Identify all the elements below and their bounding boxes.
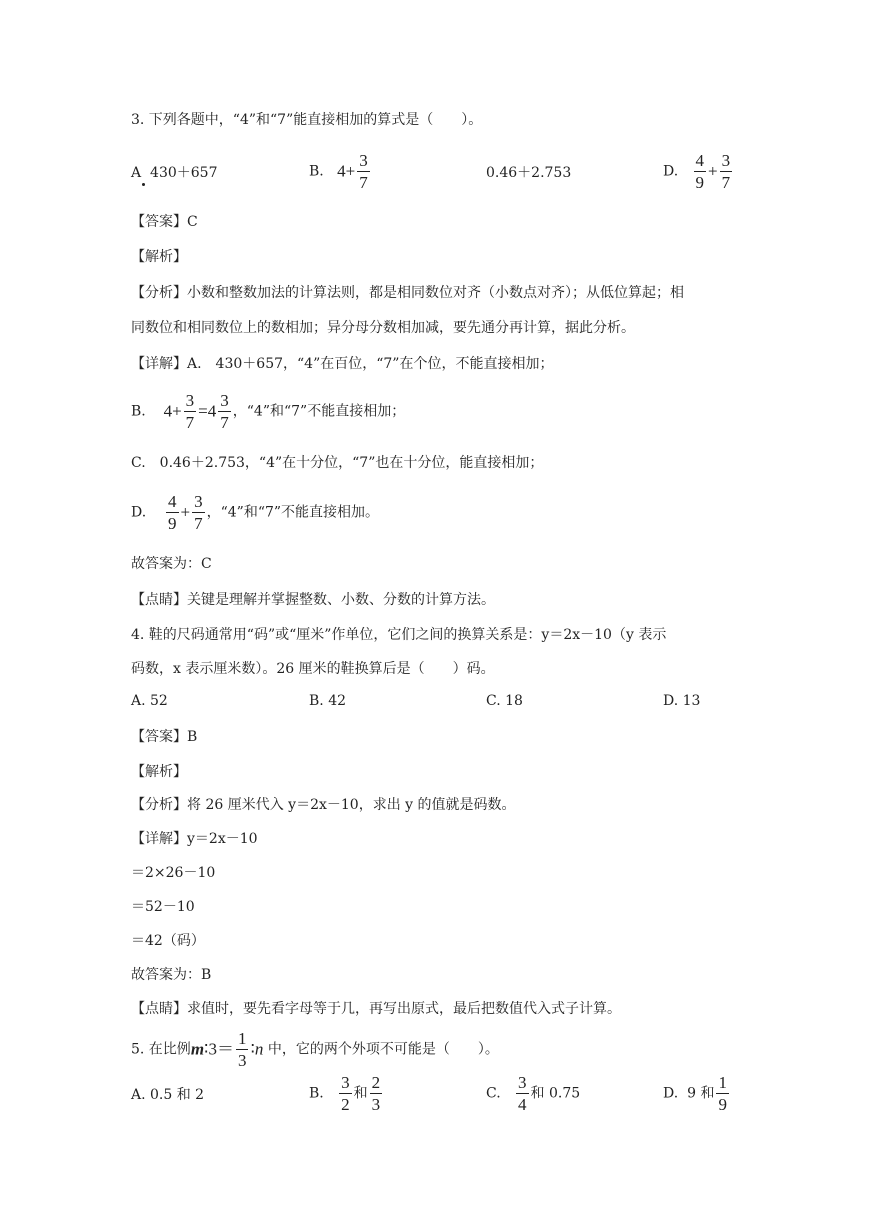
q4-step3: ＝42（码） xyxy=(131,933,205,949)
fraction: $\frac{1}{9}$ xyxy=(718,1073,727,1114)
fraction: $\frac{3}{7}$ xyxy=(721,151,731,192)
q3-option-a: A 430＋657 xyxy=(131,165,218,181)
q3-stem: 3. 下列各题中，“4”和“7”能直接相加的算式是（ ）。 xyxy=(131,112,483,128)
q4-answer: 【答案】B xyxy=(131,729,198,745)
q3-detail-d: D. $\frac{4}{9}$ + $\frac{3}{7}$ ，“4”和“7”不能直接相加。 xyxy=(131,492,380,533)
q4-option-c: C. 18 xyxy=(486,693,523,709)
q4-step1: ＝2×26－10 xyxy=(131,865,216,881)
q5-option-d: D. 9 和 $\frac{1}{9}$ xyxy=(663,1073,727,1114)
q3-option-d: D. $\frac{4}{9}$ + $\frac{3}{7}$ xyxy=(663,151,731,192)
q4-detail: 【详解】y＝2x－10 xyxy=(131,831,258,847)
q3-final: 故答案为：C xyxy=(131,556,212,572)
fraction: $\frac{1}{3}$ xyxy=(237,1029,247,1070)
q3-analysis-title: 【解析】 xyxy=(131,249,187,265)
fraction: $\frac{3}{7}$ xyxy=(185,391,195,432)
q4-stem-line2: 码数，x 表示厘米数）。26 厘米的鞋换算后是（ ）码。 xyxy=(131,661,495,677)
q3-answer: 【答案】C xyxy=(131,214,198,230)
fraction: $\frac{2}{3}$ xyxy=(371,1073,381,1114)
q4-comment: 【点睛】求值时，要先看字母等于几，再写出原式，最后把数值代入式子计算。 xyxy=(131,1001,621,1017)
q5-option-c: C. $\frac{3}{4}$ 和 0.75 xyxy=(486,1073,581,1114)
q4-final: 故答案为：B xyxy=(131,967,212,983)
fraction: $\frac{3}{4}$ xyxy=(518,1073,527,1114)
q5-stem: 5. 在比例m∶3＝ $\frac{1}{3}$ ∶n 中，它的两个外项不可能是（ ）。 xyxy=(131,1029,499,1070)
fraction: $\frac{3}{7}$ xyxy=(359,151,368,192)
fraction: $\frac{3}{7}$ xyxy=(194,492,203,533)
q4-step2: ＝52－10 xyxy=(131,899,195,915)
q5-option-a: A. 0.5 和 2 xyxy=(131,1087,205,1103)
q5-option-b: B. $\frac{3}{2}$ 和 $\frac{2}{3}$ xyxy=(309,1073,381,1114)
q4-analysis-title: 【解析】 xyxy=(131,764,187,780)
q3-comment: 【点睛】关键是理解并掌握整数、小数、分数的计算方法。 xyxy=(131,592,495,608)
q3-analysis-line2: 同数位和相同数位上的数相加；异分母分数相加减，要先通分再计算，据此分析。 xyxy=(131,320,635,336)
q3-detail-b: B. 4+ $\frac{3}{7}$ =4 $\frac{3}{7}$ ，“4”和“7”不能直接相加； xyxy=(131,391,406,432)
q3-option-c: 0.46＋2.753 xyxy=(486,165,572,181)
q3-detail-c: C. 0.46＋2.753，“4”在十分位，“7”也在十分位，能直接相加； xyxy=(131,455,544,471)
q4-option-b: B. 42 xyxy=(309,693,347,709)
q4-option-a: A. 52 xyxy=(131,693,168,709)
q3-detail-a: 【详解】A. 430＋657，“4”在百位，“7”在个位，不能直接相加； xyxy=(131,356,554,372)
q3-option-a-dot xyxy=(142,183,145,186)
q4-option-d: D. 13 xyxy=(663,693,701,709)
q3-analysis-line1: 【分析】小数和整数加法的计算法则，都是相同数位对齐（小数点对齐）；从低位算起；相 xyxy=(131,285,684,301)
fraction: $\frac{4}{9}$ xyxy=(168,492,177,533)
fraction: $\frac{4}{9}$ xyxy=(695,151,705,192)
fraction: $\frac{3}{7}$ xyxy=(220,391,229,432)
q3-option-b: B. 4+ $\frac{3}{7}$ xyxy=(309,151,368,192)
q4-analysis: 【分析】将 26 厘米代入 y＝2x－10，求出 y 的值就是码数。 xyxy=(131,797,516,813)
q4-stem-line1: 4. 鞋的尺码通常用“码”或“厘米”作单位，它们之间的换算关系是：y＝2x－10（y 表示 xyxy=(131,627,667,643)
fraction: $\frac{3}{2}$ xyxy=(341,1073,350,1114)
